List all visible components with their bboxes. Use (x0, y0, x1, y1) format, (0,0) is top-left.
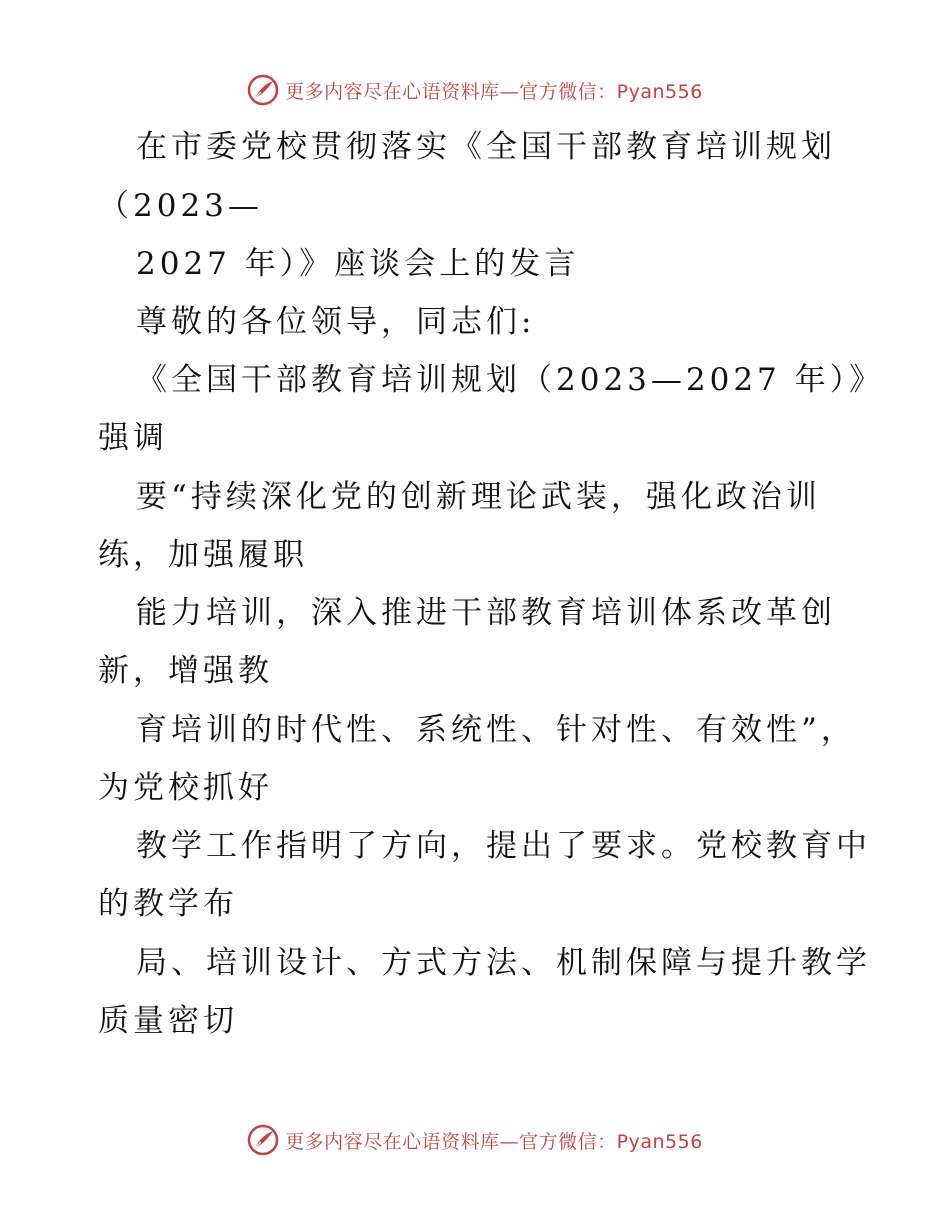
paragraph-line: 要“持续深化党的创新理论武装，强化政治训 (136, 479, 821, 515)
watermark-text: 更多内容尽在心语资料库—官方微信：Pyan556 (285, 1130, 703, 1153)
paragraph-line: 能力培训，深入推进干部教育培训体系改革创 (136, 595, 836, 631)
feather-pen-logo-icon (247, 1124, 279, 1156)
title-line-2: （2023— (98, 188, 263, 224)
paragraph-line: 《全国干部教育培训规划（2023—2027 年）》 (136, 362, 885, 398)
paragraph-line: 强调 (98, 420, 168, 456)
title-line-3: 2027 年）》座谈会上的发言 (136, 246, 580, 282)
paragraph-line: 新，增强教 (98, 653, 273, 689)
wechat-id: Pyan556 (616, 80, 703, 103)
wechat-id: Pyan556 (616, 1130, 703, 1153)
paragraph-line: 育培训的时代性、系统性、针对性、有效性”， (136, 712, 856, 748)
title-line-1: 在市委党校贯彻落实《全国干部教育培训规划 (136, 129, 836, 165)
paragraph-line: 练，加强履职 (98, 537, 308, 573)
footer-watermark (0, 1120, 950, 1160)
watermark-text: 更多内容尽在心语资料库—官方微信：Pyan556 (285, 80, 703, 103)
paragraph-line: 教学工作指明了方向，提出了要求。党校教育中 (136, 828, 871, 864)
paragraph-line: 的教学布 (98, 886, 238, 922)
paragraph-line: 为党校抓好 (98, 770, 273, 806)
paragraph-line: 局、培训设计、方式方法、机制保障与提升教学 (136, 945, 871, 981)
paragraph-line: 质量密切 (98, 1003, 238, 1039)
salutation: 尊敬的各位领导，同志们: (136, 304, 536, 340)
